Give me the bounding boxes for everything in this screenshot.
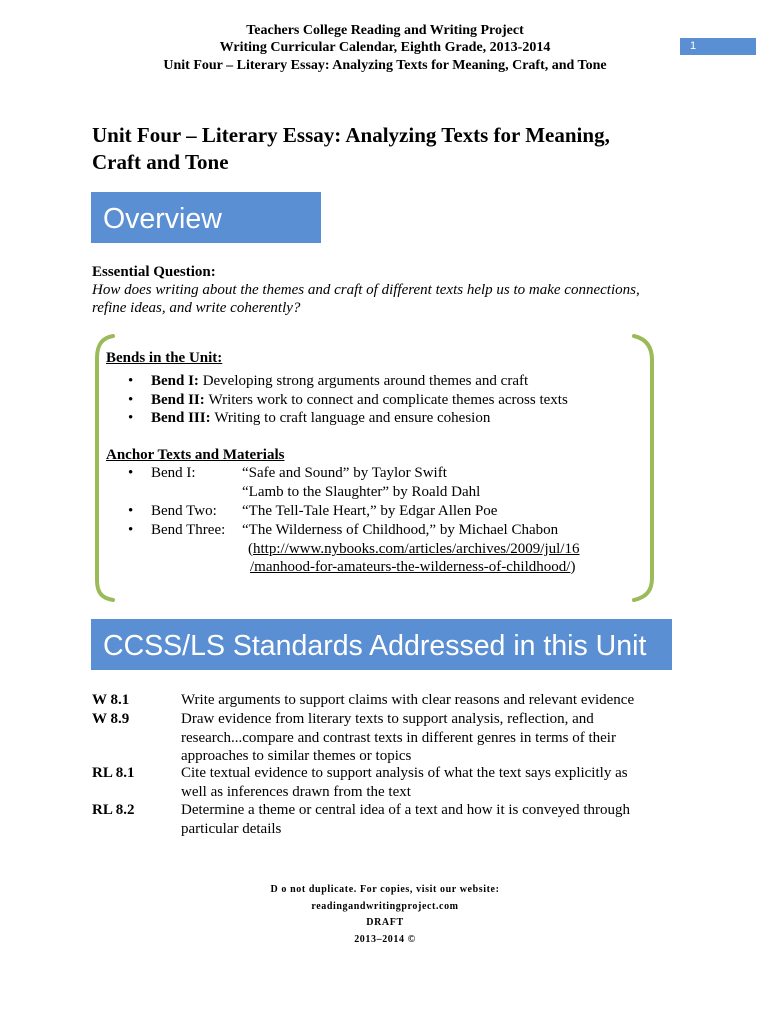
anchor-link-line-1 xyxy=(0,540,770,558)
page-number-box xyxy=(680,38,756,55)
standard-row xyxy=(0,764,770,782)
overview-heading-text: Overview xyxy=(103,203,222,235)
bends-heading: Bends in the Unit: xyxy=(106,350,223,366)
anchor-link-wrapper xyxy=(250,558,575,576)
footer-copyright: 2013–2014 © xyxy=(354,934,416,945)
bend-label: Bend II: xyxy=(151,392,205,408)
anchor-work-title: “Safe and Sound” by Taylor Swift xyxy=(242,465,447,481)
bullet-marker: • xyxy=(128,373,134,389)
anchor-link-line-2 xyxy=(0,558,770,576)
standard-code: W 8.9 xyxy=(92,711,130,727)
overview-section-heading xyxy=(91,192,321,243)
standard-code: RL 8.2 xyxy=(92,802,135,818)
anchor-bend-label: Bend I: xyxy=(151,465,196,481)
standard-description: Write arguments to support claims with clear reasons and relevant evidence xyxy=(181,692,635,708)
anchor-work-title: “Lamb to the Slaughter” by Roald Dahl xyxy=(242,484,481,500)
standard-code: W 8.1 xyxy=(92,692,130,708)
standard-row-continued xyxy=(0,747,770,765)
anchor-work-title: “The Tell-Tale Heart,” by Edgar Allen Poe xyxy=(242,503,498,519)
anchor-work-title: “The Wilderness of Childhood,” by Michael Chabon xyxy=(242,522,559,538)
anchor-text-item-continued xyxy=(0,483,770,501)
link-open-paren: ( xyxy=(248,541,253,557)
standard-row xyxy=(0,710,770,728)
essential-question-text-line-1: How does writing about the themes and craft of different texts help us to make connections, xyxy=(92,282,640,298)
anchor-text-item xyxy=(0,502,770,520)
anchor-text-item xyxy=(0,464,770,482)
bend-description: Writing to craft language and ensure cohesion xyxy=(214,410,491,426)
bend-description: Developing strong arguments around themes and craft xyxy=(202,373,529,389)
bend-item-content xyxy=(151,372,528,390)
bullet-marker: • xyxy=(128,410,134,426)
running-header-calendar: Writing Curricular Calendar, Eighth Grade, 2013-2014 xyxy=(219,40,551,55)
bend-item-content xyxy=(151,391,568,409)
bend-label: Bend III: xyxy=(151,410,211,426)
standard-description: well as inferences drawn from the text xyxy=(181,784,411,800)
anchor-bend-label: Bend Three: xyxy=(151,522,226,538)
anchor-text-item xyxy=(0,521,770,539)
standard-description: particular details xyxy=(181,821,282,837)
bullet-marker: • xyxy=(128,522,134,538)
running-header-unit: Unit Four – Literary Essay: Analyzing Texts for Meaning, Craft, and Tone xyxy=(163,58,607,73)
standards-section-heading xyxy=(91,619,672,670)
bend-list-item xyxy=(0,409,770,427)
page-number: 1 xyxy=(690,40,697,52)
essential-question-text-line-2: refine ideas, and write coherently? xyxy=(92,300,301,316)
bullet-marker: • xyxy=(128,503,134,519)
footer-draft-label: DRAFT xyxy=(366,917,404,928)
standard-row-continued xyxy=(0,729,770,747)
article-link-part-2[interactable]: /manhood-for-amateurs-the-wilderness-of-childhood/ xyxy=(250,559,571,575)
standard-row xyxy=(0,691,770,709)
anchor-texts-heading: Anchor Texts and Materials xyxy=(106,447,285,463)
bullet-marker: • xyxy=(128,465,134,481)
standard-description: Cite textual evidence to support analysis of what the text says explicitly as xyxy=(181,765,628,781)
standard-row xyxy=(0,801,770,819)
standard-description: approaches to similar themes or topics xyxy=(181,748,412,764)
page-title-line-1: Unit Four – Literary Essay: Analyzing Texts for Meaning, xyxy=(92,123,610,147)
footer-website: readingandwritingproject.com xyxy=(311,901,459,912)
bend-description: Writers work to connect and complicate themes across texts xyxy=(208,392,568,408)
page-title-line-2: Craft and Tone xyxy=(92,150,229,174)
anchor-link-wrapper xyxy=(248,540,579,558)
bullet-marker: • xyxy=(128,392,134,408)
standard-description: Draw evidence from literary texts to support analysis, reflection, and xyxy=(181,711,594,727)
article-link-part-1[interactable]: http://www.nybooks.com/articles/archives/2009/jul/16 xyxy=(253,541,580,557)
standard-row-continued xyxy=(0,783,770,801)
bend-list-item xyxy=(0,391,770,409)
bend-list-item xyxy=(0,372,770,390)
bend-item-content xyxy=(151,409,490,427)
standard-description: research...compare and contrast texts in different genres in terms of their xyxy=(181,730,616,746)
running-header-organization: Teachers College Reading and Writing Project xyxy=(246,23,524,38)
standard-code: RL 8.1 xyxy=(92,765,135,781)
link-close-paren: ) xyxy=(570,559,576,575)
footer-copy-notice: D o not duplicate. For copies, visit our website: xyxy=(270,884,500,895)
standard-row-continued xyxy=(0,820,770,838)
standards-heading-text: CCSS/LS Standards Addressed in this Unit xyxy=(103,630,647,662)
essential-question-label: Essential Question: xyxy=(92,264,216,280)
bend-label: Bend I: xyxy=(151,373,199,389)
standard-description: Determine a theme or central idea of a text and how it is conveyed through xyxy=(181,802,631,818)
anchor-bend-label: Bend Two: xyxy=(151,503,217,519)
